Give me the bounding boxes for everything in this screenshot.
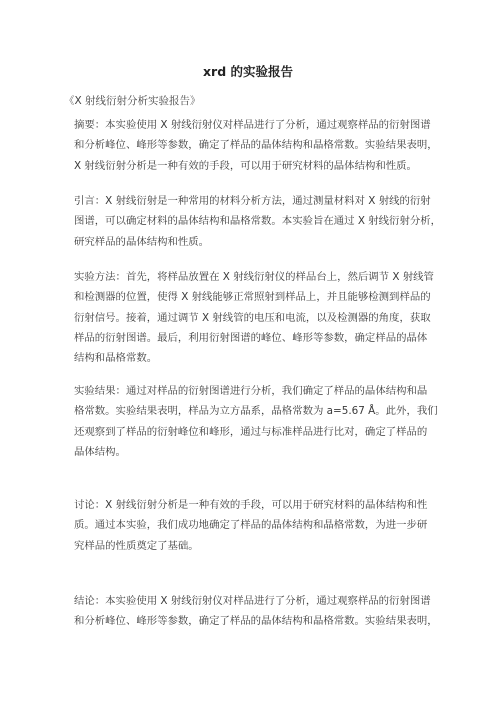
- paragraph-line: 和检测器的位置，使得 X 射线能够正常照射到样品上，并且能够检测到样品的: [74, 291, 431, 304]
- paragraph-line: 图谱，可以确定材料的晶体结构和晶格常数。本实验旨在通过 X 射线衍射分析，: [74, 215, 442, 228]
- paragraph-line: 还观察到了样品的衍射峰位和峰形，通过与标准样品进行比对，确定了样品的: [74, 425, 428, 438]
- paragraph-line: 衍射信号。接着，通过调节 X 射线管的电压和电流，以及检测器的角度，获取: [74, 311, 431, 324]
- document-title: xrd 的实验报告: [202, 64, 294, 79]
- paragraph-abstract: [74, 115, 444, 176]
- paragraph-line: 和分析峰位、峰形等参数，确定了样品的晶体结构和晶格常数。实验结果表明，: [74, 139, 438, 152]
- paragraph-method: [74, 267, 444, 368]
- paragraph-line: 晶体结构。: [74, 445, 126, 458]
- paragraph-line: 和分析峰位、峰形等参数，确定了样品的晶体结构和晶格常数。实验结果表明，: [74, 615, 438, 628]
- paragraph-line: 摘要：本实验使用 X 射线衍射仪对样品进行了分析，通过观察样品的衍射图谱: [74, 119, 431, 131]
- paragraph-line: 结构和晶格常数。: [74, 352, 158, 365]
- paragraph-discussion: [74, 495, 444, 556]
- paragraph-results: [74, 381, 444, 462]
- paragraph-line: 样品的衍射图谱。最后，利用衍射图谱的峰位、峰形等参数，确定样品的晶体: [74, 331, 428, 344]
- paragraph-line: 讨论：X 射线衍射分析是一种有效的手段，可以用于研究材料的晶体结构和性: [74, 499, 428, 511]
- paragraph-line: 实验方法：首先，将样品放置在 X 射线衍射仪的样品台上，然后调节 X 射线管: [74, 271, 434, 283]
- paragraph-line: 引言：X 射线衍射是一种常用的材料分析方法，通过测量材料对 X 射线的衍射: [74, 195, 431, 207]
- document-subtitle: 《X 射线衍射分析实验报告》: [64, 95, 201, 107]
- paragraph-line: 研究样品的晶体结构和性质。: [74, 235, 210, 248]
- paragraph-line: 实验结果：通过对样品的衍射图谱进行分析，我们确定了样品的晶体结构和晶: [74, 385, 428, 397]
- paragraph-line: 格常数。实验结果表明，样品为立方晶系，晶格常数为 a=5.67 Å。此外，我们: [74, 405, 438, 418]
- paragraph-line: X 射线衍射分析是一种有效的手段，可以用于研究材料的晶体结构和性质。: [74, 159, 417, 172]
- paragraph-line: 结论：本实验使用 X 射线衍射仪对样品进行了分析，通过观察样品的衍射图谱: [74, 595, 431, 607]
- paragraph-line: 究样品的性质奠定了基础。: [74, 539, 199, 552]
- paragraph-line: 质。通过本实验，我们成功地确定了样品的晶体结构和晶格常数，为进一步研: [74, 519, 428, 532]
- paragraph-conclusion: [74, 591, 444, 632]
- paragraph-introduction: [74, 191, 444, 252]
